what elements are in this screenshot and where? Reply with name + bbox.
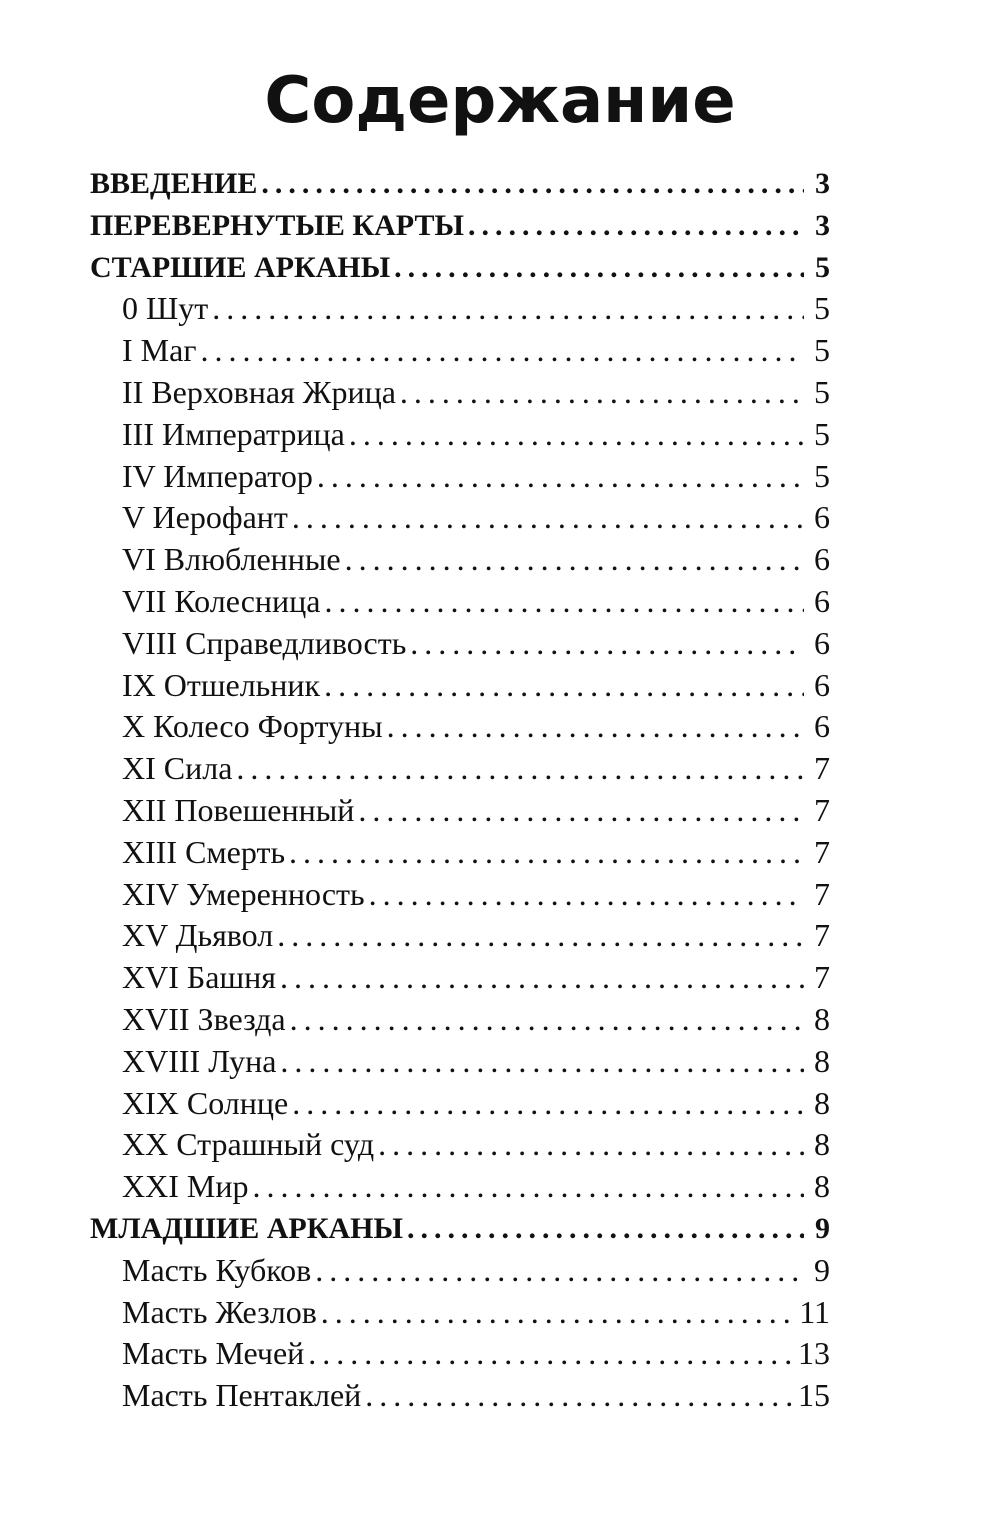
toc-entry-hermit — [90, 665, 830, 707]
dot-leader — [311, 1250, 804, 1292]
toc-entry-strength — [90, 748, 830, 790]
toc-entry-label: Масть Кубков — [122, 1251, 312, 1288]
toc-entry-page: 3 — [815, 208, 830, 242]
dot-leader — [383, 706, 804, 748]
toc-entry-page: 6 — [814, 582, 830, 619]
toc-entry-page: 9 — [814, 1251, 830, 1288]
toc-entry-label: СТАРШИЕ АРКАНЫ — [90, 250, 391, 284]
toc-entry-label: XIX Солнце — [122, 1084, 289, 1121]
dot-leader — [273, 915, 804, 957]
toc-entry-page: 6 — [814, 624, 830, 661]
toc-entry-label: XII Повешенный — [122, 791, 355, 828]
toc-entry-label: V Иерофант — [122, 499, 288, 536]
toc-entry-label: Масть Пентаклей — [122, 1377, 362, 1414]
dot-leader — [196, 330, 804, 372]
toc-entry-death — [90, 832, 830, 874]
toc-entry-temperance — [90, 874, 830, 916]
toc-entry-moon — [90, 1041, 830, 1083]
dot-leader — [406, 623, 804, 665]
toc-entry-page: 6 — [814, 499, 830, 536]
toc-entry-label: IV Император — [122, 457, 313, 494]
dot-leader — [304, 1333, 794, 1375]
toc-entry-page: 8 — [814, 1126, 830, 1163]
toc-entry-empress — [90, 414, 830, 456]
toc-entry-suit-of-pentacles — [90, 1375, 830, 1417]
page-title: Содержание — [264, 64, 736, 138]
toc-entry-tower — [90, 957, 830, 999]
toc-entry-label: Масть Мечей — [122, 1335, 305, 1372]
toc-entry-page: 6 — [814, 666, 830, 703]
toc-entry-page: 5 — [814, 457, 830, 494]
dot-leader — [403, 1208, 804, 1250]
toc-entry-page: 7 — [814, 791, 830, 828]
toc-entry-label: I Маг — [122, 332, 197, 369]
dot-leader — [365, 874, 804, 916]
toc-entry-suit-of-wands — [90, 1292, 830, 1334]
toc-entry-label: Масть Жезлов — [122, 1293, 317, 1330]
dot-leader — [321, 581, 805, 623]
dot-leader — [341, 539, 804, 581]
dot-leader — [396, 372, 804, 414]
toc-entry-label: X Колесо Фортуны — [122, 708, 383, 745]
toc-entry-star — [90, 999, 830, 1041]
toc-entry-page: 7 — [814, 833, 830, 870]
toc-entry-label: XV Дьявол — [122, 917, 274, 954]
toc-entry-page: 13 — [798, 1335, 830, 1372]
toc-entry-label: 0 Шут — [122, 290, 209, 327]
dot-leader — [208, 288, 804, 330]
toc-entry-hierophant — [90, 497, 830, 539]
toc-entry-page: 5 — [814, 332, 830, 369]
toc-entry-page: 6 — [814, 708, 830, 745]
dot-leader — [345, 414, 804, 456]
toc-entry-introduction — [90, 163, 830, 205]
toc-entry-label: XXI Мир — [122, 1168, 249, 1205]
toc-entry-label: XVIII Луна — [122, 1042, 277, 1079]
toc-entry-label: XI Сила — [122, 750, 233, 787]
dot-leader — [390, 247, 804, 289]
dot-leader — [232, 748, 804, 790]
toc-entry-justice — [90, 623, 830, 665]
dot-leader — [257, 163, 804, 205]
toc-entry-page: 15 — [798, 1377, 830, 1414]
dot-leader — [286, 999, 804, 1041]
dot-leader — [361, 1375, 794, 1417]
dot-leader — [285, 832, 804, 874]
dot-leader — [248, 1166, 804, 1208]
dot-leader — [288, 1083, 804, 1125]
toc-entry-label: II Верховная Жрица — [122, 373, 396, 410]
toc-entry-major-arcana — [90, 247, 830, 289]
toc-entry-chariot — [90, 581, 830, 623]
dot-leader — [464, 205, 804, 247]
toc-entry-page: 5 — [814, 373, 830, 410]
toc-entry-label: VII Колесница — [122, 582, 321, 619]
dot-leader — [313, 456, 804, 498]
toc-entry-label: ВВЕДЕНИЕ — [90, 167, 258, 200]
table-of-contents — [90, 163, 830, 1417]
toc-entry-label: XX Страшный суд — [122, 1126, 375, 1163]
toc-entry-wheel-of-fortune — [90, 706, 830, 748]
toc-entry-page: 5 — [814, 415, 830, 452]
toc-entry-label: XIII Смерть — [122, 833, 286, 870]
toc-entry-page: 5 — [814, 290, 830, 327]
toc-entry-high-priestess — [90, 372, 830, 414]
toc-entry-page: 11 — [799, 1293, 830, 1330]
toc-entry-page: 7 — [814, 750, 830, 787]
toc-entry-reversed-cards — [90, 205, 830, 247]
toc-entry-page: 6 — [814, 541, 830, 578]
toc-entry-fool — [90, 288, 830, 330]
dot-leader — [317, 1292, 795, 1334]
toc-entry-page: 3 — [815, 167, 830, 200]
toc-entry-label: XVII Звезда — [122, 1000, 286, 1037]
toc-entry-suit-of-swords — [90, 1333, 830, 1375]
toc-entry-label: VI Влюбленные — [122, 541, 341, 578]
dot-leader — [276, 1041, 804, 1083]
toc-entry-judgement — [90, 1124, 830, 1166]
toc-entry-page: 8 — [814, 1042, 830, 1079]
toc-entry-page: 7 — [814, 959, 830, 996]
toc-entry-label: XVI Башня — [122, 959, 276, 996]
toc-entry-page: 8 — [814, 1000, 830, 1037]
toc-entry-sun — [90, 1083, 830, 1125]
dot-leader — [320, 665, 804, 707]
toc-entry-minor-arcana — [90, 1208, 830, 1250]
toc-entry-suit-of-cups — [90, 1250, 830, 1292]
toc-entry-page: 7 — [814, 875, 830, 912]
toc-entry-label: МЛАДШИЕ АРКАНЫ — [90, 1211, 403, 1245]
toc-entry-page: 7 — [814, 917, 830, 954]
toc-entry-world — [90, 1166, 830, 1208]
dot-leader — [288, 497, 804, 539]
toc-entry-label: III Императрица — [122, 415, 345, 452]
toc-entry-page: 9 — [815, 1211, 830, 1245]
toc-entry-page: 5 — [815, 250, 830, 284]
dot-leader — [276, 957, 804, 999]
toc-entry-label: VIII Справедливость — [122, 624, 407, 661]
toc-entry-magician — [90, 330, 830, 372]
toc-entry-label: ПЕРЕВЕРНУТЫЕ КАРТЫ — [90, 208, 464, 242]
toc-entry-label: XIV Умеренность — [122, 875, 365, 912]
dot-leader — [354, 790, 804, 832]
toc-entry-lovers — [90, 539, 830, 581]
toc-entry-hanged-man — [90, 790, 830, 832]
toc-entry-devil — [90, 915, 830, 957]
dot-leader — [374, 1124, 804, 1166]
toc-entry-emperor — [90, 456, 830, 498]
toc-entry-label: IX Отшельник — [122, 666, 321, 703]
toc-entry-page: 8 — [814, 1084, 830, 1121]
toc-entry-page: 8 — [814, 1168, 830, 1205]
